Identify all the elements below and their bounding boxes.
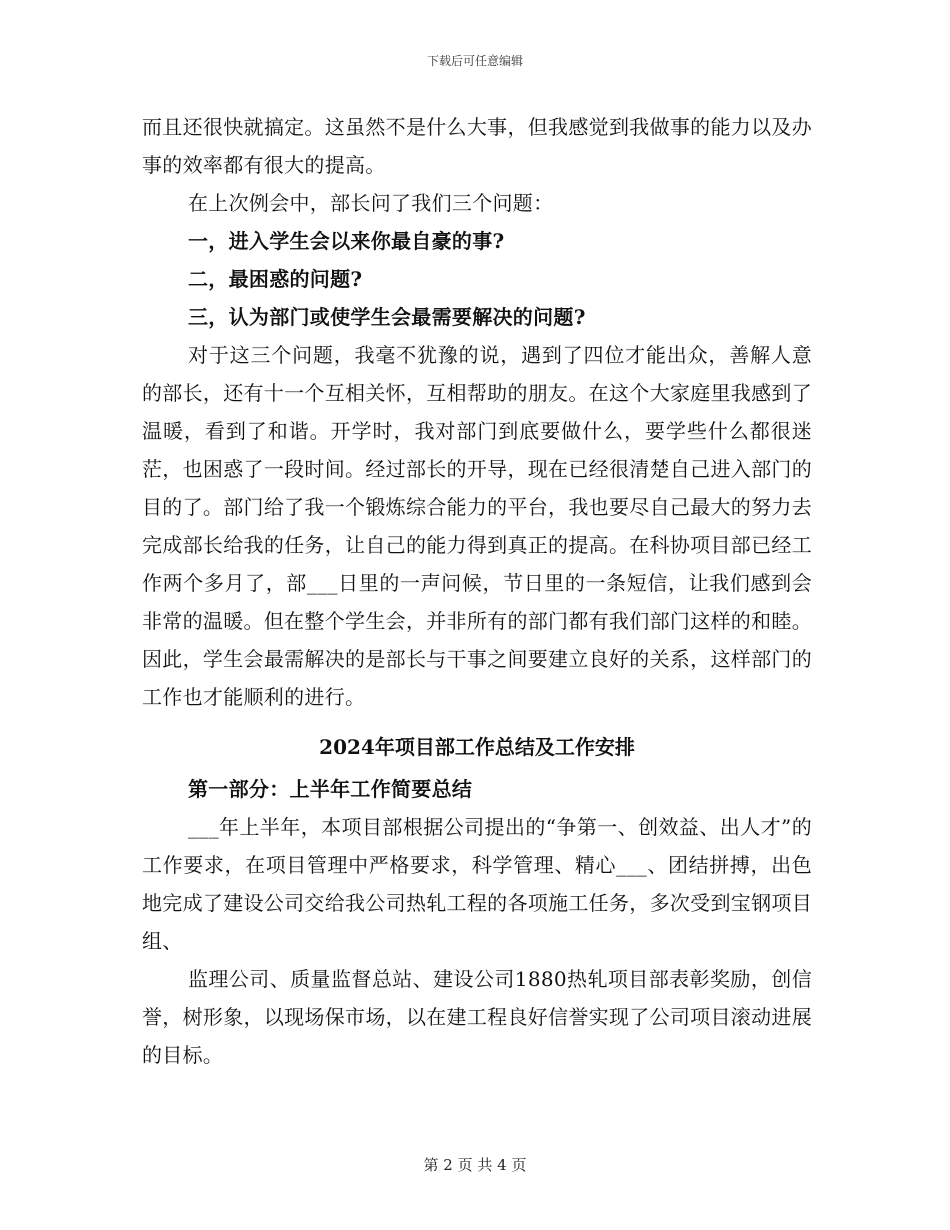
document-title: 2024年项目部工作总结及工作安排: [319, 735, 635, 759]
paragraph-answer: 对于这三个问题，我毫不犹豫的说，遇到了四位才能出众，善解人意的部长，还有十一个互相关怀，互相帮助的朋友。在这个大家庭里我感到了温暖，看到了和谐。开学时，我对部门到底要做什么，要学些什么都很迷茫，也困惑了一段时间。经过部长的开导，现在已经很清楚自己进入部门的目的了。部门给了我一个锻炼综合能力的平台，我也要尽自己最大的努力去完成部长给我的任务，让自己的能力得到真正的提高。在科协项目部已经工作两个多月了，部___日里的一声问候，节日里的一条短信，让我们感到会非常的温暖。但在整个学生会，并非所有的部门都有我们部门这样的和睦。因此，学生会最需解决的是部长与干事之间要建立良好的关系，这样部门的工作也才能顺利的进行。: [142, 343, 812, 709]
paragraph-continuation: 而且还很快就搞定。这虽然不是什么大事，但我感觉到我做事的能力以及办事的效率都有很大的提高。: [142, 115, 812, 177]
section-heading-part-one: 第一部分：上半年工作简要总结: [188, 777, 473, 801]
page-number: 第 2 页 共 4 页: [423, 1156, 527, 1174]
question-one: 一，进入学生会以来你最自豪的事?: [188, 229, 505, 253]
paragraph-recognition: 监理公司、质量监督总站、建设公司1880热轧项目部表彰奖励，创信誉，树形象，以现场保市场，以在建工程良好信誉实现了公司项目滚动进展的目标。: [142, 967, 812, 1067]
question-three: 三，认为部门或使学生会最需要解决的问题?: [188, 305, 586, 329]
header-note: 下载后可任意编辑: [426, 54, 523, 68]
document-body: [142, 108, 812, 1074]
question-two: 二，最困惑的问题?: [188, 267, 363, 291]
paragraph-summary: ___年上半年，本项目部根据公司提出的“争第一、创效益、出人才”的工作要求，在项目管理中严格要求，科学管理、精心___、团结拼搏，出色地完成了建设公司交给我公司热轧工程的各项施工任务，多次受到宝钢项目组、: [142, 815, 812, 953]
paragraph-meeting-intro: 在上次例会中，部长问了我们三个问题：: [188, 191, 554, 215]
